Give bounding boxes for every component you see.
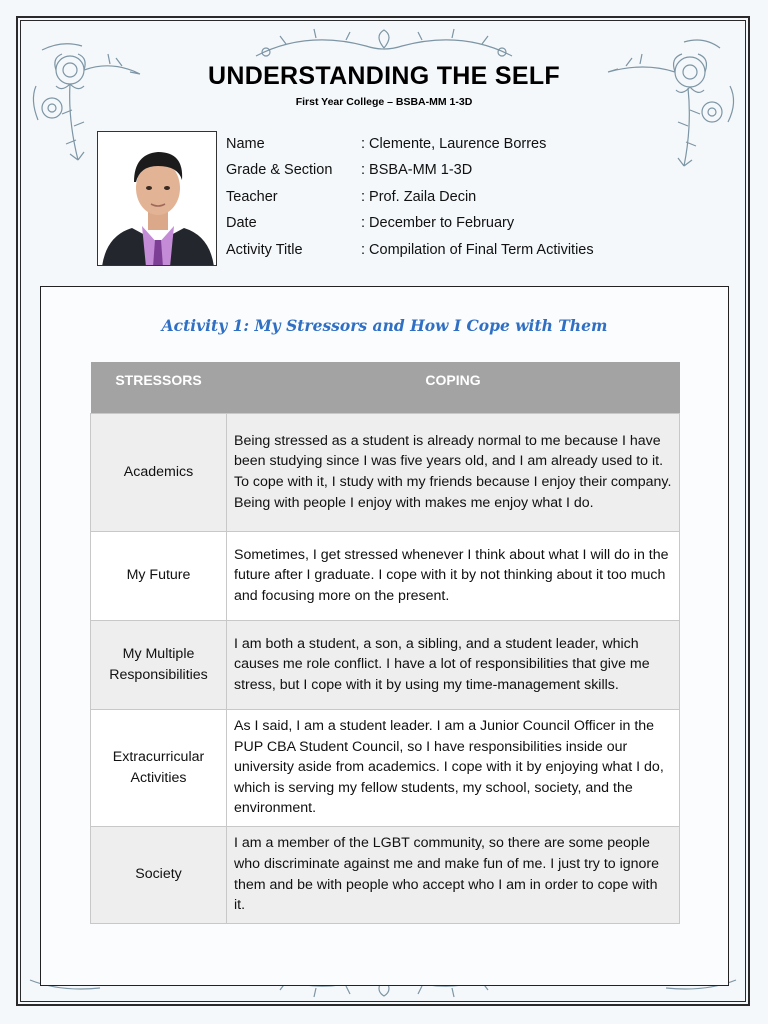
student-portrait-icon bbox=[98, 132, 217, 266]
info-row-grade-section bbox=[226, 162, 594, 188]
info-value: : Prof. Zaila Decin bbox=[361, 188, 477, 205]
floral-top-center-icon bbox=[246, 26, 522, 66]
info-label: Date bbox=[226, 215, 257, 232]
coping-cell: As I said, I am a student leader. I am a Junior Council Officer in the PUP CBA Student Council, so I have responsibilities inside our university aside from academics. I cope with it by enjoying what I do, which is serving my fellow students, my school, society, and the environment. bbox=[227, 709, 680, 826]
info-label: Grade & Section bbox=[226, 162, 333, 179]
info-value: : December to February bbox=[361, 215, 515, 232]
info-row-teacher bbox=[226, 189, 594, 215]
info-row-date bbox=[226, 215, 594, 241]
stressor-cell: My Multiple Responsibilities bbox=[91, 620, 227, 709]
column-header-stressors: STRESSORS bbox=[91, 362, 227, 413]
info-value: : BSBA-MM 1-3D bbox=[361, 162, 473, 179]
info-row-activity-title bbox=[226, 242, 594, 268]
info-value: : Clemente, Laurence Borres bbox=[361, 136, 547, 152]
coping-cell: Sometimes, I get stressed whenever I think about what I will do in the future after I graduate. I cope with it by not thinking about it too much and focusing more on the present. bbox=[227, 531, 680, 620]
table-header-row bbox=[91, 362, 680, 413]
student-photo bbox=[97, 131, 217, 266]
page-title: UNDERSTANDING THE SELF bbox=[208, 62, 560, 90]
info-label: Activity Title bbox=[226, 241, 303, 258]
table-row bbox=[91, 531, 680, 620]
stressor-cell: My Future bbox=[91, 531, 227, 620]
table-row bbox=[91, 709, 680, 826]
stressor-cell: Academics bbox=[91, 413, 227, 531]
info-value: : Compilation of Final Term Activities bbox=[361, 241, 594, 258]
coping-cell: I am both a student, a son, a sibling, and a student leader, which causes me role conflict. I have a lot of responsibilities that give me stress, but I cope with it by using my time-management skills. bbox=[227, 620, 680, 709]
column-header-coping: COPING bbox=[227, 362, 680, 413]
coping-cell: Being stressed as a student is already normal to me because I have been studying since I was five years old, and I am already used to it. To cope with it, I study with my friends because I enjoy their company. Being with people I enjoy with makes me enjoy what I do. bbox=[227, 413, 680, 531]
info-row-name bbox=[226, 136, 594, 162]
coping-cell: I am a member of the LGBT community, so there are some people who discriminate against me and make fun of me. I just try to ignore them and be with people who accept who I am in order to cope with it. bbox=[227, 826, 680, 923]
stressor-cell: Society bbox=[91, 826, 227, 923]
page-subtitle: First Year College – BSBA-MM 1-3D bbox=[295, 96, 473, 108]
table-row bbox=[91, 620, 680, 709]
table-row bbox=[91, 826, 680, 923]
student-info bbox=[226, 136, 594, 268]
activity-title: Activity 1: My Stressors and How I Cope with Them bbox=[161, 316, 608, 335]
table-row bbox=[91, 413, 680, 531]
info-label: Name bbox=[226, 136, 265, 152]
stressors-coping-table bbox=[90, 362, 680, 924]
stressor-cell: Extracurricular Activities bbox=[91, 709, 227, 826]
info-label: Teacher bbox=[226, 188, 278, 205]
